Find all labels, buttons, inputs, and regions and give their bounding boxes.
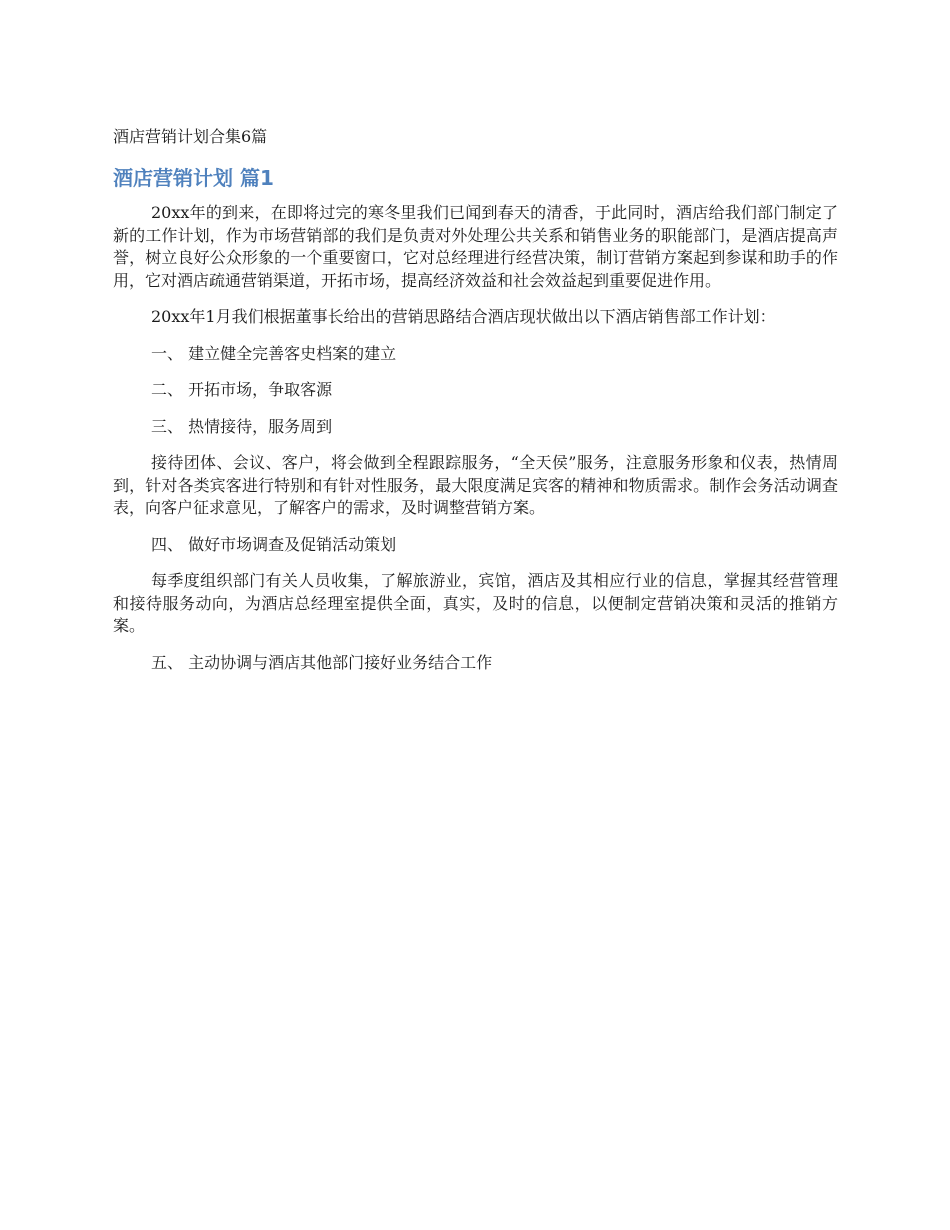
list-item-2: 二、 开拓市场，争取客源 xyxy=(151,380,333,399)
document-body xyxy=(113,202,838,688)
paragraph-reception: 接待团体、会议、客户，将会做到全程跟踪服务，“全天侯”服务，注意服务形象和仪表，热情周到，针对各类宾客进行特别和有针对性服务，最大限度满足宾客的精神和物质需求。制作会务活动调查表，向客户征求意见，了解客户的需求，及时调整营销方案。 xyxy=(113,453,838,517)
list-item-4: 四、 做好市场调查及促销活动策划 xyxy=(151,534,397,554)
paragraph-intro: 20xx年的到来，在即将过完的寒冬里我们已闻到春天的清香，于此同时，酒店给我们部门制定了新的工作计划，作为市场营销部的我们是负责对外处理公共关系和销售业务的职能部门，是酒店提高声誉，树立良好公众形象的一个重要窗口，它对总经理进行经营决策，制订营销方案起到参谋和助手的作用，它对酒店疏通营销渠道，开拓市场，提高经济效益和社会效益起到重要促进作用。 xyxy=(113,203,838,290)
list-item-1: 一、 建立健全完善客史档案的建立 xyxy=(151,343,397,363)
list-item-5: 五、 主动协调与酒店其他部门接好业务结合工作 xyxy=(151,652,493,672)
document-page xyxy=(113,0,838,1230)
section-heading: 酒店营销计划 篇1 xyxy=(113,166,274,190)
paragraph-plan-basis: 20xx年1月我们根据董事长给出的营销思路结合酒店现状做出以下酒店销售部工作计划： xyxy=(151,307,776,326)
document-title: 酒店营销计划合集6篇 xyxy=(113,127,268,146)
paragraph-market-research: 每季度组织部门有关人员收集，了解旅游业，宾馆，酒店及其相应行业的信息，掌握其经营管理和接待服务动向，为酒店总经理室提供全面，真实，及时的信息，以便制定营销决策和灵活的推销方案。 xyxy=(113,571,838,635)
list-item-3: 三、 热情接待，服务周到 xyxy=(151,416,333,436)
